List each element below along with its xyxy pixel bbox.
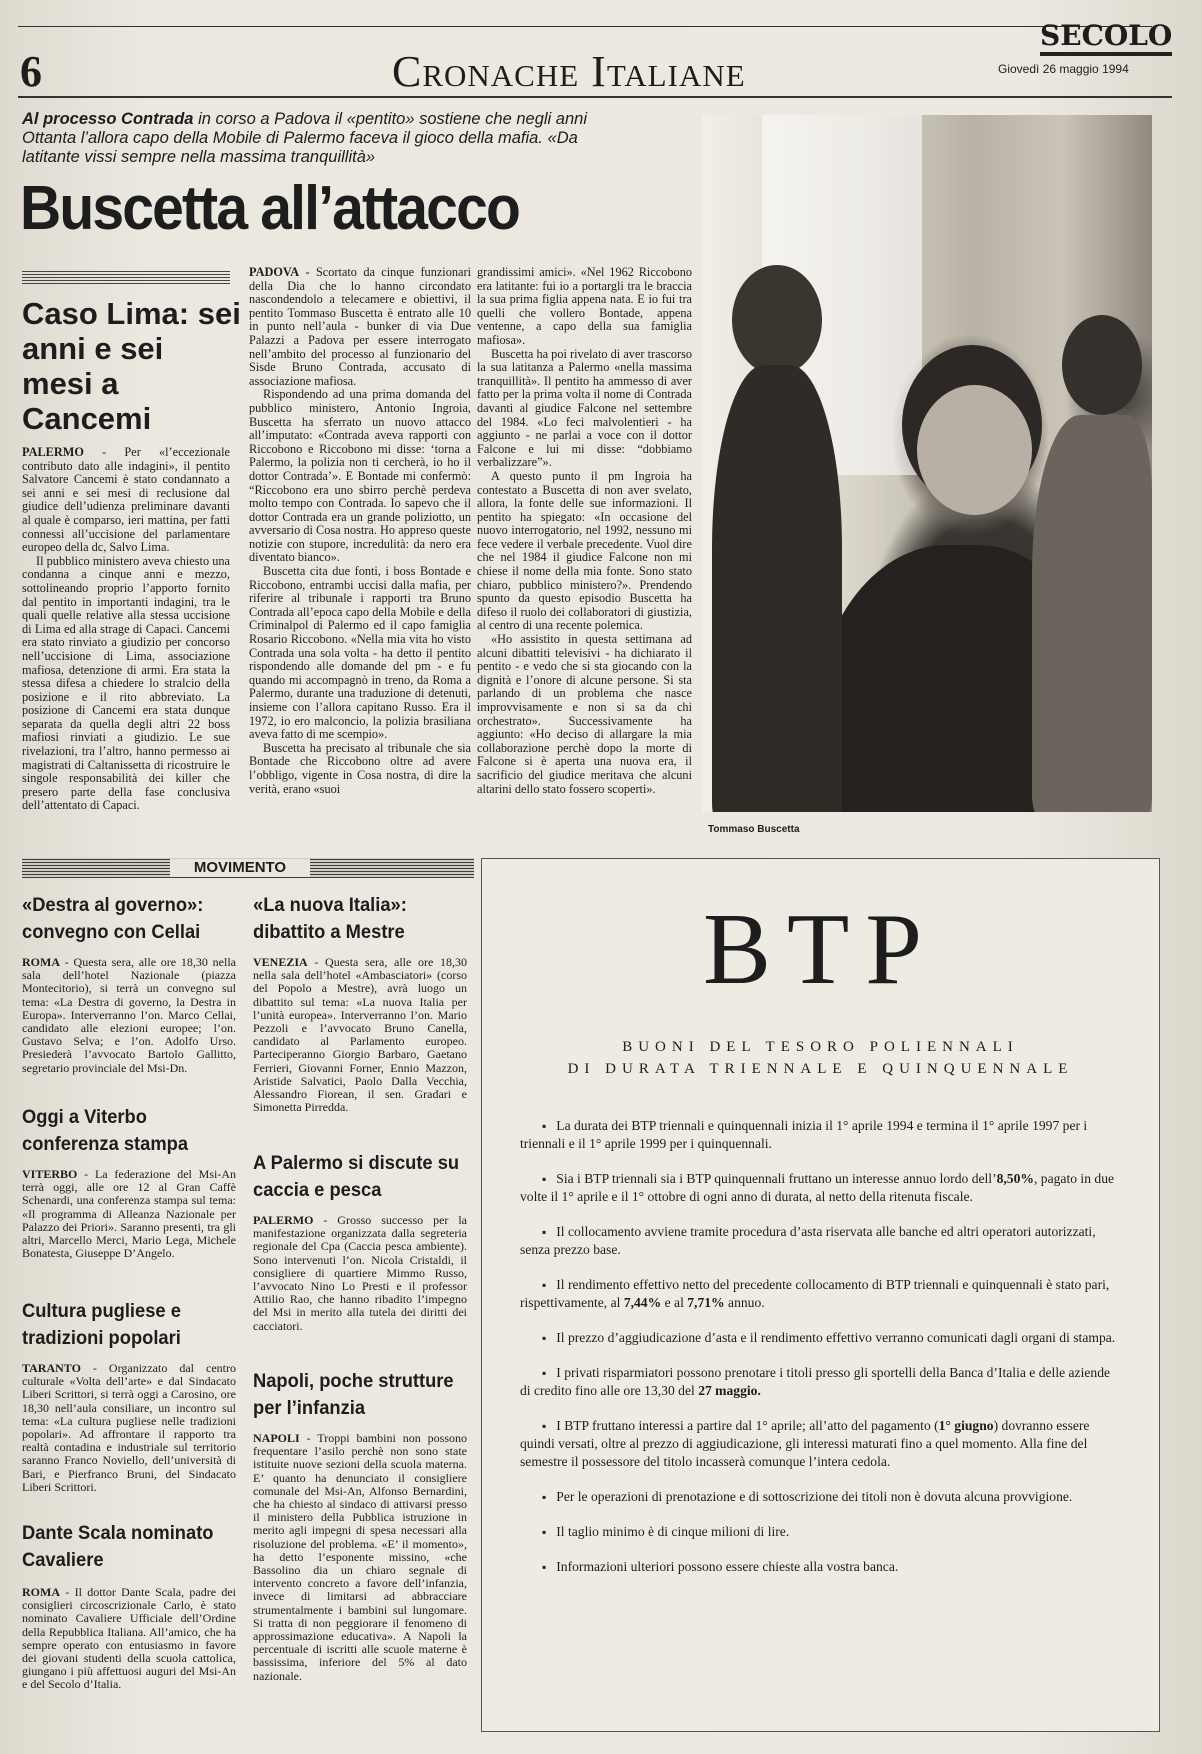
ad-list-item: ▪ I privati risparmiatori possono prenotare i titoli presso gli sportelli della Banca d’Italia e delle aziende di credito fino alle ore 13,30 del 27 maggio. [520,1364,1120,1400]
top-rule [18,26,1152,27]
ad-list-item: ▪ Il collocamento avviene tramite procedura d’asta riservata alle banche ed altri operatori autorizzati, senza prezzo base. [520,1223,1120,1259]
brief-text: ROMA - Il dottor Dante Scala, padre dei consiglieri circoscrizionale Carlo, è stato nominato Cavaliere Ufficiale dell’Ordine della Repubblica Italiana. All’amico, che ha sempre operato con entusiasmo in favore dei giovani studenti della scuola cattolica, giungano i più affettuosi auguri del Msi-An e del Secolo d’Italia. [22,1585,236,1692]
ad-list-item: ▪ Per le operazioni di prenotazione e di sottoscrizione dei titoli non è dovuta alcuna provvigione. [520,1488,1120,1506]
ad-title: BTP [702,893,939,1006]
brief-headline: A Palermo si discute su caccia e pesca [253,1152,460,1201]
brief-text: ROMA - Questa sera, alle ore 18,30 nella sala dell’hotel Nazionale (piazza Montecitorio), si terrà un convegno sul tema: «La Destra di governo, la Destra in Europa». Interverranno l’on. Marco Cellai, candidato alle elezioni europee; l’on. Gustavo Selva; e l’on. Adolfo Urso. Presiederà l’avvocato Bartolo Gallitto, segretario provinciale del Msi-Dn. [22,955,236,1075]
brief-text: VENEZIA - Questa sera, alle ore 18,30 nella sala dell’hotel «Ambasciatori» (corso del Popolo a Mestre), avrà luogo un dibattito sul tema: «La nuova Italia per l’unità europea». Interverranno l’on. Mario Pezzoli e l’avvocato Bruno Canella, candidato al Parlamento europeo. Parteciperanno Giorgio Barbaro, Gaetano Ferrieri, Giovanni Forner, Ennio Mazzon, Aristide Salvatici, Paolo Dalla Vecchia, Alessandro Fiorean, il sen. Gradari e Simonetta Pirredda. [253,955,467,1115]
ad-list-item: ▪ La durata dei BTP triennali e quinquennali inizia il 1° aprile 1994 e termina il 1° aprile 1997 per i triennali e il 1° aprile 1999 per i quinquennali. [520,1117,1120,1153]
brief-body [22,1362,236,1494]
ad-list-item: ▪ Il prezzo d’aggiudicazione d’asta e il rendimento effettivo verranno comunicati dagli organi di stampa. [520,1329,1120,1347]
dateline: VENEZIA [253,955,308,969]
btp-advertisement [481,858,1160,1732]
main-paragraph: Buscetta ha precisato al tribunale che sia Bontade che Riccobono oltre ad avere l’obbligo, vigente in Cosa nostra, di dire la verità, erano «suoi [249,740,471,796]
kicker-text: in corso a Padova il «pentito» sostiene che negli anni Ottanta l’allora capo della Mobile di Palermo faceva il gioco della mafia. «Da latitante vissi sempre nella massima tranquillità» [22,110,587,166]
main-article-column-1 [249,266,471,796]
main-paragraph: Buscetta cita due fonti, i boss Bontade e Riccobono, entrambi uccisi dalla mafia, per riferire al tribunale i rapporti tra Bruno Contrada all’epoca capo della Mobile e della Criminalpol di Palermo ed il capo famiglia Rosario Riccobono. «Nella mia vita ho visto Contrada una sola volta - ha detto il pentito rispondendo alle domande del pm - e fu quando mi accompagnò in treno, da Roma a Palermo, durante una traduzione di detenuti, insieme con l’allora capitano Russo. Era il 1972, io ero malconcio, la polizia brasiliana aveva fatto di me scempio». [249,564,471,742]
brief-text: NAPOLI - Troppi bambini non possono frequentare l’asilo perchè non sono state istituite nuove sezioni della scuola materna. E’ quanto ha denunciato il consigliere comunale del Msi-An, Alfonso Bernardini, che ha chiesto al sindaco di attivarsi presso il ministero della Pubblica istruzione in merito agli impegni di spesa necessari alla risoluzione del problema. «E’ il momento», ha detto l’esponente missino, «che Bassolino dia un chiaro segnale di intervento concreto a favore dell’infanzia, invece di limitarsi ad abbracciare strumentalmente i bambini sul lungomare. Si tratta di non peggiorare il fenomeno di approssimazione educativa». A Napoli la percentuale di iscritti alle scuole materne è bassissima, inferiore del 5% al dato nazionale. [253,1431,467,1683]
main-article-column-2 [477,266,692,796]
photo-caption: Tommaso Buscetta [708,824,800,835]
main-paragraph: A questo punto il pm Ingroia ha contestato a Buscetta di non aver svelato, allora, la fonte delle sue informazioni. Il pentito ha spiegato: «In occasione del nuovo interrogatorio, nel 1992, nessuno mi fece vedere il verbale precedente. Vuol dire che nel 1984 il giudice Falcone non mi chiese il nome della mia fonte. Sono stato chiaro, pubblico ministero?». Prendendo spunto da questo episodio Buscetta ha difeso il ruolo dei collaboratori di giustizia, al centro di una recente polemica. [477,468,692,633]
main-paragraph: Rispondendo ad una prima domanda del pubblico ministero, Antonio Ingroia, Buscetta ha sferrato un nuovo attacco all’imputato: «Contrada aveva rapporti con Riccobono e Riccobono mi disse: ‘torna a Palermo, la polizia non ti cercherà, io ho il dottor Contrada’». E Bontade mi confermò: “Riccobono era uno sbirro perchè perdeva molto tempo con Contrada. Io sapevo che il dottor Contrada era un grande poliziotto, un avversario di Cosa nostra. Ho appreso queste notizie con stupore, incredulità: da nero era diventato bianco». [249,387,471,565]
movimento-label: MOVIMENTO [170,859,310,877]
brief-body [22,956,236,1075]
brief-headline: Napoli, poche strutture per l’infanzia [253,1370,454,1419]
article-kicker [22,110,612,167]
main-paragraph: Buscetta ha poi rivelato di aver trascorso la sua latitanza a Palermo «nella massima tranquillità». Il pentito ha ammesso di aver fatto per la prima volta il nome di Contrada davanti al giudice Falcone nel settembre del 1984. «Lo feci malvolentieri - ha aggiunto - ne parlai a voce con il dottor Falcone e lui mi disse: “dobbiamo verbalizzare”». [477,346,692,470]
photo-face-shape [917,385,1032,515]
dateline: PALERMO [22,445,84,459]
photo-figure-left [732,265,822,375]
page-number: 6 [20,47,42,96]
ad-list-item: ▪ Il rendimento effettivo netto del precedente collocamento di BTP triennali e quinquennali è stato pari, rispettivamente, al 7,44% e al 7,71% annuo. [520,1276,1120,1312]
main-paragraph: grandissimi amici». «Nel 1962 Riccobono era latitante: fui io a portargli tra le braccia la sua prima figlia appena nata. E io fui tra quelli che vollero Bontade, appena ventenne, a capo della sua famiglia mafiosa». [477,265,692,347]
issue-date: Giovedì 26 maggio 1994 [998,62,1129,76]
brief-text: TARANTO - Organizzato dal centro culturale «Volta dell’arte» e dal Sindacato Liberi Scrittori, si terrà oggi a Carosino, ore 18,30 nell’aula consiliare, un incontro sul tema: «La cultura pugliese nelle tradizioni popolari». Ad affrontare il rapporto tra realtà contadina e industriale sul territorio saranno Franco Noviello, dell’università di Bari, e Pierfranco Bruni, del Sindacato Liberi Scrittori. [22,1361,236,1494]
photo-figure-right-body [1032,415,1152,812]
sidebar-paragraph: Il pubblico ministero aveva chiesto una condanna a cinque anni e mezzo, sottolineando proprio l’apporto fornito dal pentito in importanti indagini, tra le quali quelle relative alla stessa uccisione di Lima ed alla strage di Capaci. Cancemi era stato rinviato a giudizio per concorso nell’uccisione di Lima, associazione mafiosa, detenzione di armi. Era stata la stessa difesa a chiedere lo stralcio della posizione e il rito abbreviato. La posizione di Cancemi era stata dunque separata da quella degli altri 22 boss mafiosi rinviati a giudizio. Le sue rivelazioni, tra l’altro, hanno permesso ai magistrati di Caltanissetta di ricostruire le singole responsabilità dei killer che presero parte della fase conclusiva dell’attentato di Capaci. [22,553,230,813]
photo-figure-right [1062,315,1142,415]
dateline: PADOVA [249,265,300,279]
brief-text: PALERMO - Grosso successo per la manifestazione organizzata dalla segreteria regionale del Cpa (Caccia pesca ambiente). Sono intervenuti l’on. Nicola Cristaldi, il consigliere di quartiere Mimmo Russo, l’avvocato Nino Lo Presti e il professor Attilio Rao, che hanno ribadito l’impegno del Msi in merito alla tutela dei diritti dei cacciatori. [253,1213,467,1333]
brief-headline: «La nuova Italia»: dibattito a Mestre [253,894,407,943]
brief-body [22,1168,236,1260]
ad-list-item: ▪ I BTP fruttano interessi a partire dal 1° aprile; all’atto del pagamento (1° giugno) dovranno essere quindi versati, oltre al prezzo di aggiudicazione, gli interessi maturati fino a quel momento. Alla fine del semestre il possessore del titolo incasserà comunque l’intera cedola. [520,1417,1120,1471]
header-rule [18,96,1172,98]
ad-list-item: ▪ Sia i BTP triennali sia i BTP quinquennali fruttano un interesse annuo lordo dell’8,50%, pagato in due volte il 1° aprile e il 1° ottobre di ogni anno di durata, al netto della ritenuta fiscale. [520,1170,1120,1206]
brief-headline: «Destra al governo»: convegno con Cellai [22,894,204,943]
sidebar-paragraph: PALERMO - Per «l’eccezionale contributo dato alle indagini», il pentito Salvatore Cancemi è stato condannato a sei anni e sei mesi di reclusione dal giudice dell’udienza preliminare davanti al quale è comparso, ieri mattina, per fatti connessi all’uccisione del parlamentare europeo della dc, Salvo Lima. [22,445,230,555]
dateline: ROMA [22,1585,60,1599]
brief-body [22,1586,236,1692]
ad-list-item: ▪ Il taglio minimo è di cinque milioni di lire. [520,1523,1120,1541]
buscetta-photo [702,115,1152,812]
ad-subtitle: BUONI DEL TESORO POLIENNALI [622,1039,1019,1055]
brief-text: VITERBO - La federazione del Msi-An terrà oggi, alle ore 12 al Gran Caffè Schenardi, una conferenza stampa sul tema: «Il programma di Alleanza Nazionale per Palazzo dei Priori». Saranno presenti, tra gli altri, Marcello Merci, Mario Lega, Michele Bonatesta, Giuseppe D’Angelo. [22,1167,236,1261]
dateline: VITERBO [22,1167,78,1181]
main-paragraph: PADOVA - Scortato da cinque funzionari della Dia che lo hanno circondato nascondendolo a telecamere e obiettivi, il pentito Tommaso Buscetta è entrato alle 10 in punto nell’aula - bunker di via Due Palazzi a Padova per essere interrogato nell’ambito del processo al funzionario del Sisde Bruno Contrada, accusato di associazione mafiosa. [249,265,471,388]
dateline: PALERMO [253,1213,314,1227]
ad-conditions-list [520,1117,1120,1593]
brief-headline: Dante Scala nominato Cavaliere [22,1522,214,1571]
ad-subtitle: DI DURATA TRIENNALE E QUINQUENNALE [567,1061,1074,1077]
brief-headline: Oggi a Viterbo conferenza stampa [22,1106,189,1155]
main-paragraph: «Ho assistito in questa settimana ad alcuni dibattiti televisivi - ha dichiarato il pentito - e vedo che si sta giocando con la dignità e l’onore di alcune persone. Si sta parlando di un problema che nasce improvvisamente e non si sa da chi orchestrato». Successivamente ha aggiunto: «Ho deciso di allargare la mia collaborazione perchè dopo la morte di Falcone si è aperta una nuova era, il sacrificio del giudice meritava che alcuni altarini dello stato fossero scoperti». [477,632,692,796]
brief-body [253,1432,467,1683]
article-headline: Buscetta all’attacco [20,174,519,243]
sidebar-headline: Caso Lima: sei anni e sei mesi a Cancemi [22,296,241,436]
ad-list-item: ▪ Informazioni ulteriori possono essere chieste alla vostra banca. [520,1558,1120,1576]
dateline: NAPOLI [253,1431,300,1445]
dateline: TARANTO [22,1361,81,1375]
sidebar-article-body [22,446,230,813]
brief-body [253,1214,467,1333]
dateline: ROMA [22,955,60,969]
sidebar-decor-bar [22,270,230,284]
section-title: Cronache Italiane [392,47,746,96]
brief-headline: Cultura pugliese e tradizioni popolari [22,1300,181,1349]
kicker-lead: Al processo Contrada [22,110,194,128]
masthead-logo: SECOLO [1040,22,1172,56]
photo-figure-left-body [712,365,842,812]
brief-body [253,956,467,1114]
